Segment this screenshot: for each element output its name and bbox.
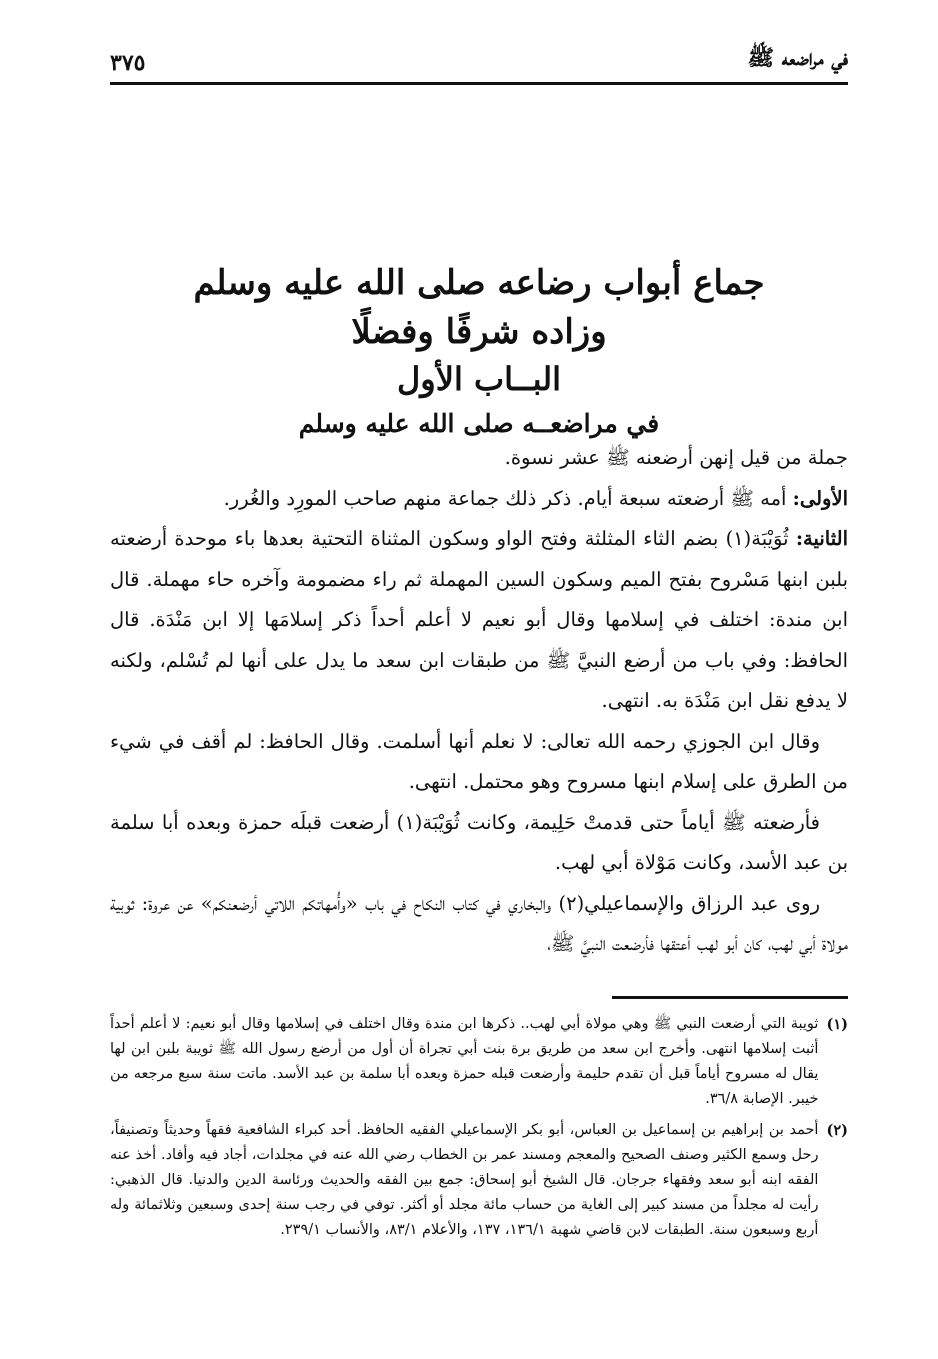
running-header [110, 28, 848, 85]
paragraph-nursing: فأرضعته ﷺ أياماً حتى قدمتْ حَلِيمة، وكانت ثُوَيْبَة(١) أرضعت قبلَه حمزة وبعده أبا سلمة بن عبد الأسد، وكانت مَوْلاة أبي لهب. [110, 810, 848, 874]
footnote [110, 1012, 848, 1112]
first-text: أمه ﷺ أرضعته سبعة أيام. ذكر ذلك جماعة منهم صاحب المورِد والغُرر. [223, 486, 787, 510]
footnote [110, 1118, 848, 1243]
intro-paragraph: جملة من قيل إنهن أرضعنه ﷺ عشر نسوة. [504, 446, 848, 469]
footnote-text: أحمد بن إبراهيم بن إسماعيل بن العباس، أبو بكر الإسماعيلي الفقيه الحافظ. أحد كبراء الشافعية فقهاً وحديثاً وتصنيفاً، رحل وسمع الكثير وصنف الصحيح والمعجم ومسند عمر بن الخطاب رضي الله عنه في مجلدات، أجاد فيه وأفاد. أخذ عنه الفقه ابنه أبو سعد وفقهاء جرجان. قال الشيخ أبو إسحاق: جمع بين الفقه والحديث ورئاسة الدين والدنيا. قال الذهبي: رأيت له مجلداً من مسند كبير إلى الغاية من حساب مائة مجلد أو أكثر. توفي في رجب سنة إحدى وسبعين وثلاثمائة وله أربع وسبعون سنة. الطبقات لابن قاضي شهبة ١٣٦/١، ١٣٧، والأعلام ٨٣/١، والأنساب ٢٣٩/١. [110, 1122, 819, 1238]
footnote-number: (١) [826, 1016, 848, 1033]
paragraph-ibn-aljawzi: وقال ابن الجوزي رحمه الله تعالى: لا نعلم أنها أسلمت. وقال الحافظ: لم أقف في شيء من الطرق على إسلام ابنها مسروح وهو محتمل. انتهى. [110, 729, 848, 793]
first-label: الأولى: [792, 486, 848, 510]
chapter-title: البــاب الأول [397, 360, 561, 398]
page-number: ٣٧٥ [110, 50, 146, 76]
chapter-subtitle: في مراضعــه صلى الله عليه وسلم [298, 409, 660, 438]
paragraph-second [110, 519, 848, 722]
section-title: جماع أبواب رضاعه صلى الله عليه وسلم [193, 263, 765, 303]
section-title-continued: وزاده شرفًا وفضلًا [351, 312, 607, 352]
footnote-divider [612, 996, 848, 999]
footnotes [110, 1012, 848, 1249]
body-text [110, 438, 848, 965]
chapter-titles [110, 258, 848, 446]
footnote-text: ثويبة التي أرضعت النبي ﷺ وهي مولاة أبي لهب.. ذكرها ابن مندة وقال اختلف في إسلامها وقال أبو نعيم: لا أعلم أحداً أثبت إسلامها انتهى. وأخرج ابن سعد من طريق برة بنت أبي تجراة أن أول من أرضع رسول الله ﷺ ثويبة بلبن ابن لها يقال له مسروح أياماً قبل أن تقدم حليمة وأرضعت قبله حمزة وبعده أبا سلمة بن عبد الأسد. ماتت سنة سبع مرجعه من خيبر. الإصابة ٣٦/٨. [110, 1016, 819, 1107]
footnote-number: (٢) [826, 1122, 848, 1139]
second-text: ثُوَيْبَة(١) بضم الثاء المثلثة وفتح الواو وسكون المثناة التحتية بعدها باء موحدة أرضعته بلبن ابنها مَسْروح بفتح الميم وسكون السين المهملة ثم راء مضمومة وآخره حاء مهملة. قال ابن مندة: اختلف في إسلامها وقال أبو نعيم لا أعلم أحداً ذكر إسلامَها إلا ابن مَنْدَة. قال الحافظ: وفي باب من أرضع النبيَّ ﷺ من طبقات ابن سعد ما يدل على أنها لم تُسْلم، ولكنه لا يدفع نقل ابن مَنْدَة به. انتهى. [110, 527, 848, 712]
second-label: الثانية: [795, 527, 848, 550]
paragraph-narration: روى عبد الرزاق والإسماعيلي(٢) والبخاري في كتاب النكاح في باب «وأُمهاتكم اللاتي أرضعنكم» عن عروة: ثوبية مولاة أبي لهب، كان أبو لهب أعتقها فأرضعت النبيَّ ﷺ، [110, 891, 848, 955]
paragraph-first [110, 479, 848, 520]
running-title: في مراضعه ﷺ [747, 45, 848, 71]
